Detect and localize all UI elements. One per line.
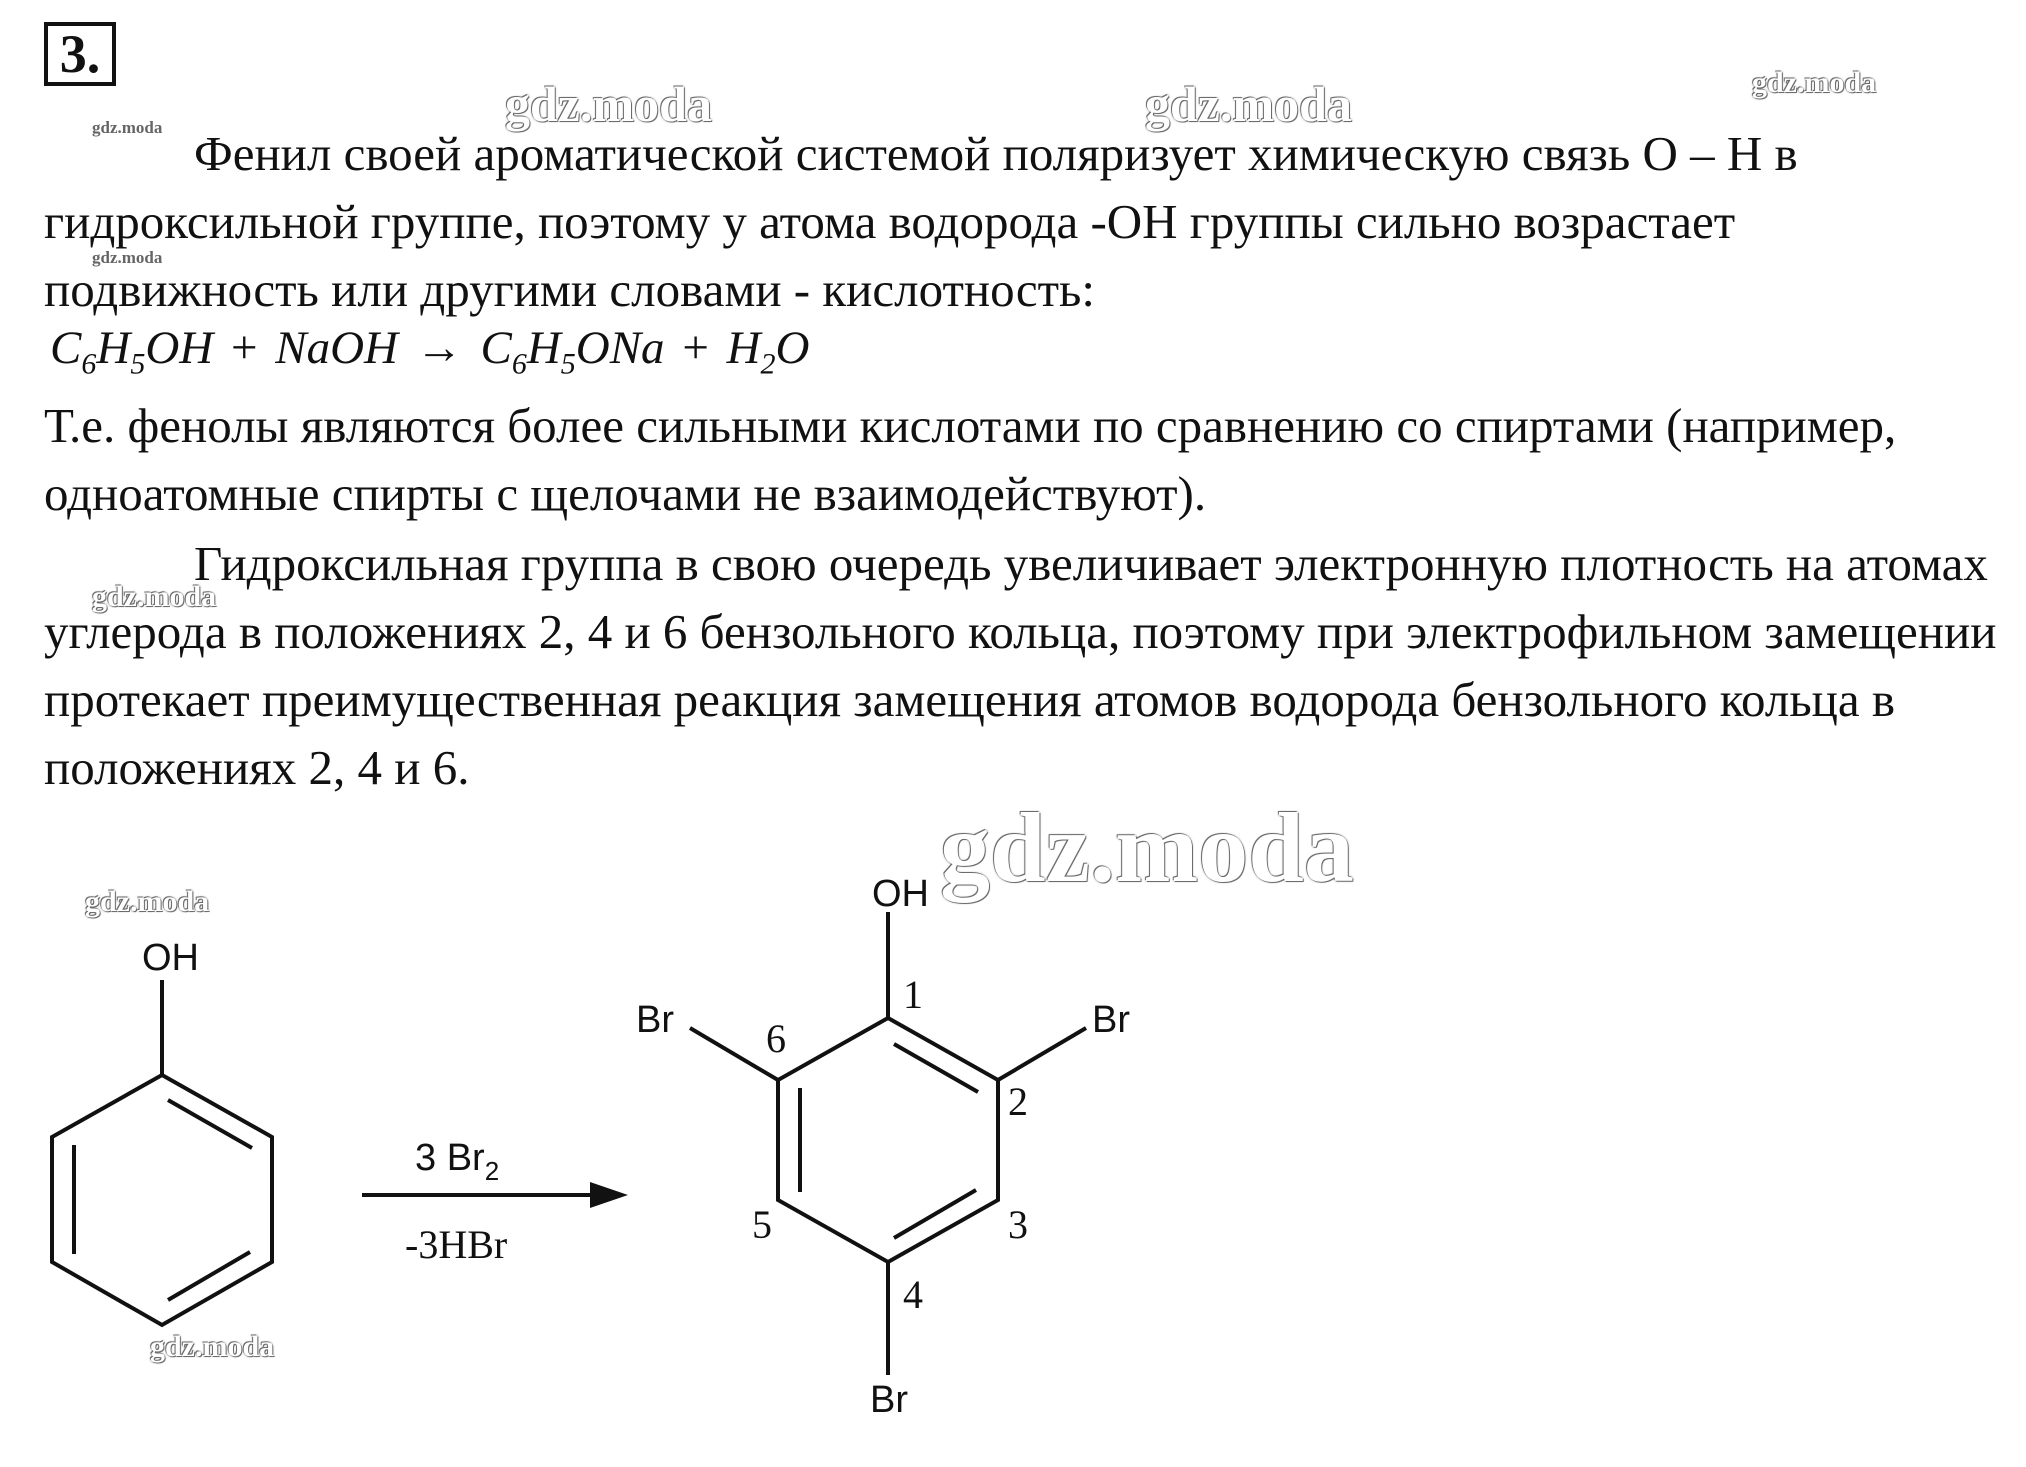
product-ring xyxy=(778,1018,998,1262)
watermark: gdz.moda xyxy=(92,248,163,267)
watermark: gdz.moda xyxy=(85,885,210,918)
eq-phenol: $C_6H_5OH$ xyxy=(50,322,214,381)
eq-phenolate: $C_6H_5ONa$ xyxy=(480,322,665,381)
br-bottom-label: Br xyxy=(870,1379,908,1421)
eq-water: $H_2O$ xyxy=(726,322,810,381)
byproduct-label: -3HBr xyxy=(405,1222,508,1267)
watermark: gdz.moda xyxy=(92,580,217,613)
watermark: gdz.moda xyxy=(150,1330,275,1363)
phenol-double-bond xyxy=(168,1252,250,1300)
reagent-label: 3 $Br_2$ xyxy=(415,1137,500,1186)
paragraph-acidity: Фенил своей ароматической системой поляризует химическую связь О – Н в гидроксильной группе, поэтому у атома водорода -ОН группы сильно возрастает подвижность или другими словами - кислотность: xyxy=(44,126,1798,317)
product-double-bond xyxy=(894,1044,978,1092)
watermark: gdz.moda xyxy=(1752,66,1877,99)
br-left-label: Br xyxy=(636,999,674,1041)
position-label: 3 xyxy=(1008,1202,1028,1247)
eq-plus: + xyxy=(682,322,709,374)
br2-bond xyxy=(998,1028,1086,1080)
phenol-ring xyxy=(52,1075,272,1325)
product-oh-label: OH xyxy=(872,873,929,915)
position-label: 5 xyxy=(752,1202,772,1247)
eq-arrow: → xyxy=(415,322,463,374)
tribromophenol-structure xyxy=(690,912,1086,1375)
product-double-bond xyxy=(894,1190,976,1238)
eq-plus: + xyxy=(230,322,258,374)
watermark: gdz.moda xyxy=(92,118,163,137)
problem-number: 3. xyxy=(44,22,116,86)
watermark: gdz.moda xyxy=(940,792,1354,903)
eq-naoh: NaOH xyxy=(275,322,398,374)
watermark: gdz.moda xyxy=(1145,76,1352,132)
br6-bond xyxy=(690,1028,778,1080)
position-label: 6 xyxy=(766,1016,786,1061)
phenol-oh-label: OH xyxy=(142,937,199,979)
watermark: gdz.moda xyxy=(505,76,712,132)
position-label: 1 xyxy=(903,972,923,1017)
paragraph-substitution: Гидроксильная группа в свою очередь увеличивает электронную плотность на атомах углерода в положениях 2, 4 и 6 бензольного кольца, поэтому при электрофильном замещении протекает преимущественная реакция замещения атомов водорода бензольного кольца в положениях 2, 4 и 6. xyxy=(44,536,1997,795)
br-right-label: Br xyxy=(1092,999,1130,1041)
position-label: 2 xyxy=(1008,1079,1028,1124)
paragraph-comparison: Т.е. фенолы являются более сильными кислотами по сравнению со спиртами (например, одноатомные спирты с щелочами не взаимодействуют). xyxy=(44,398,1897,521)
phenol-structure xyxy=(52,980,272,1325)
position-label: 4 xyxy=(903,1272,923,1317)
phenol-double-bond xyxy=(168,1100,252,1148)
